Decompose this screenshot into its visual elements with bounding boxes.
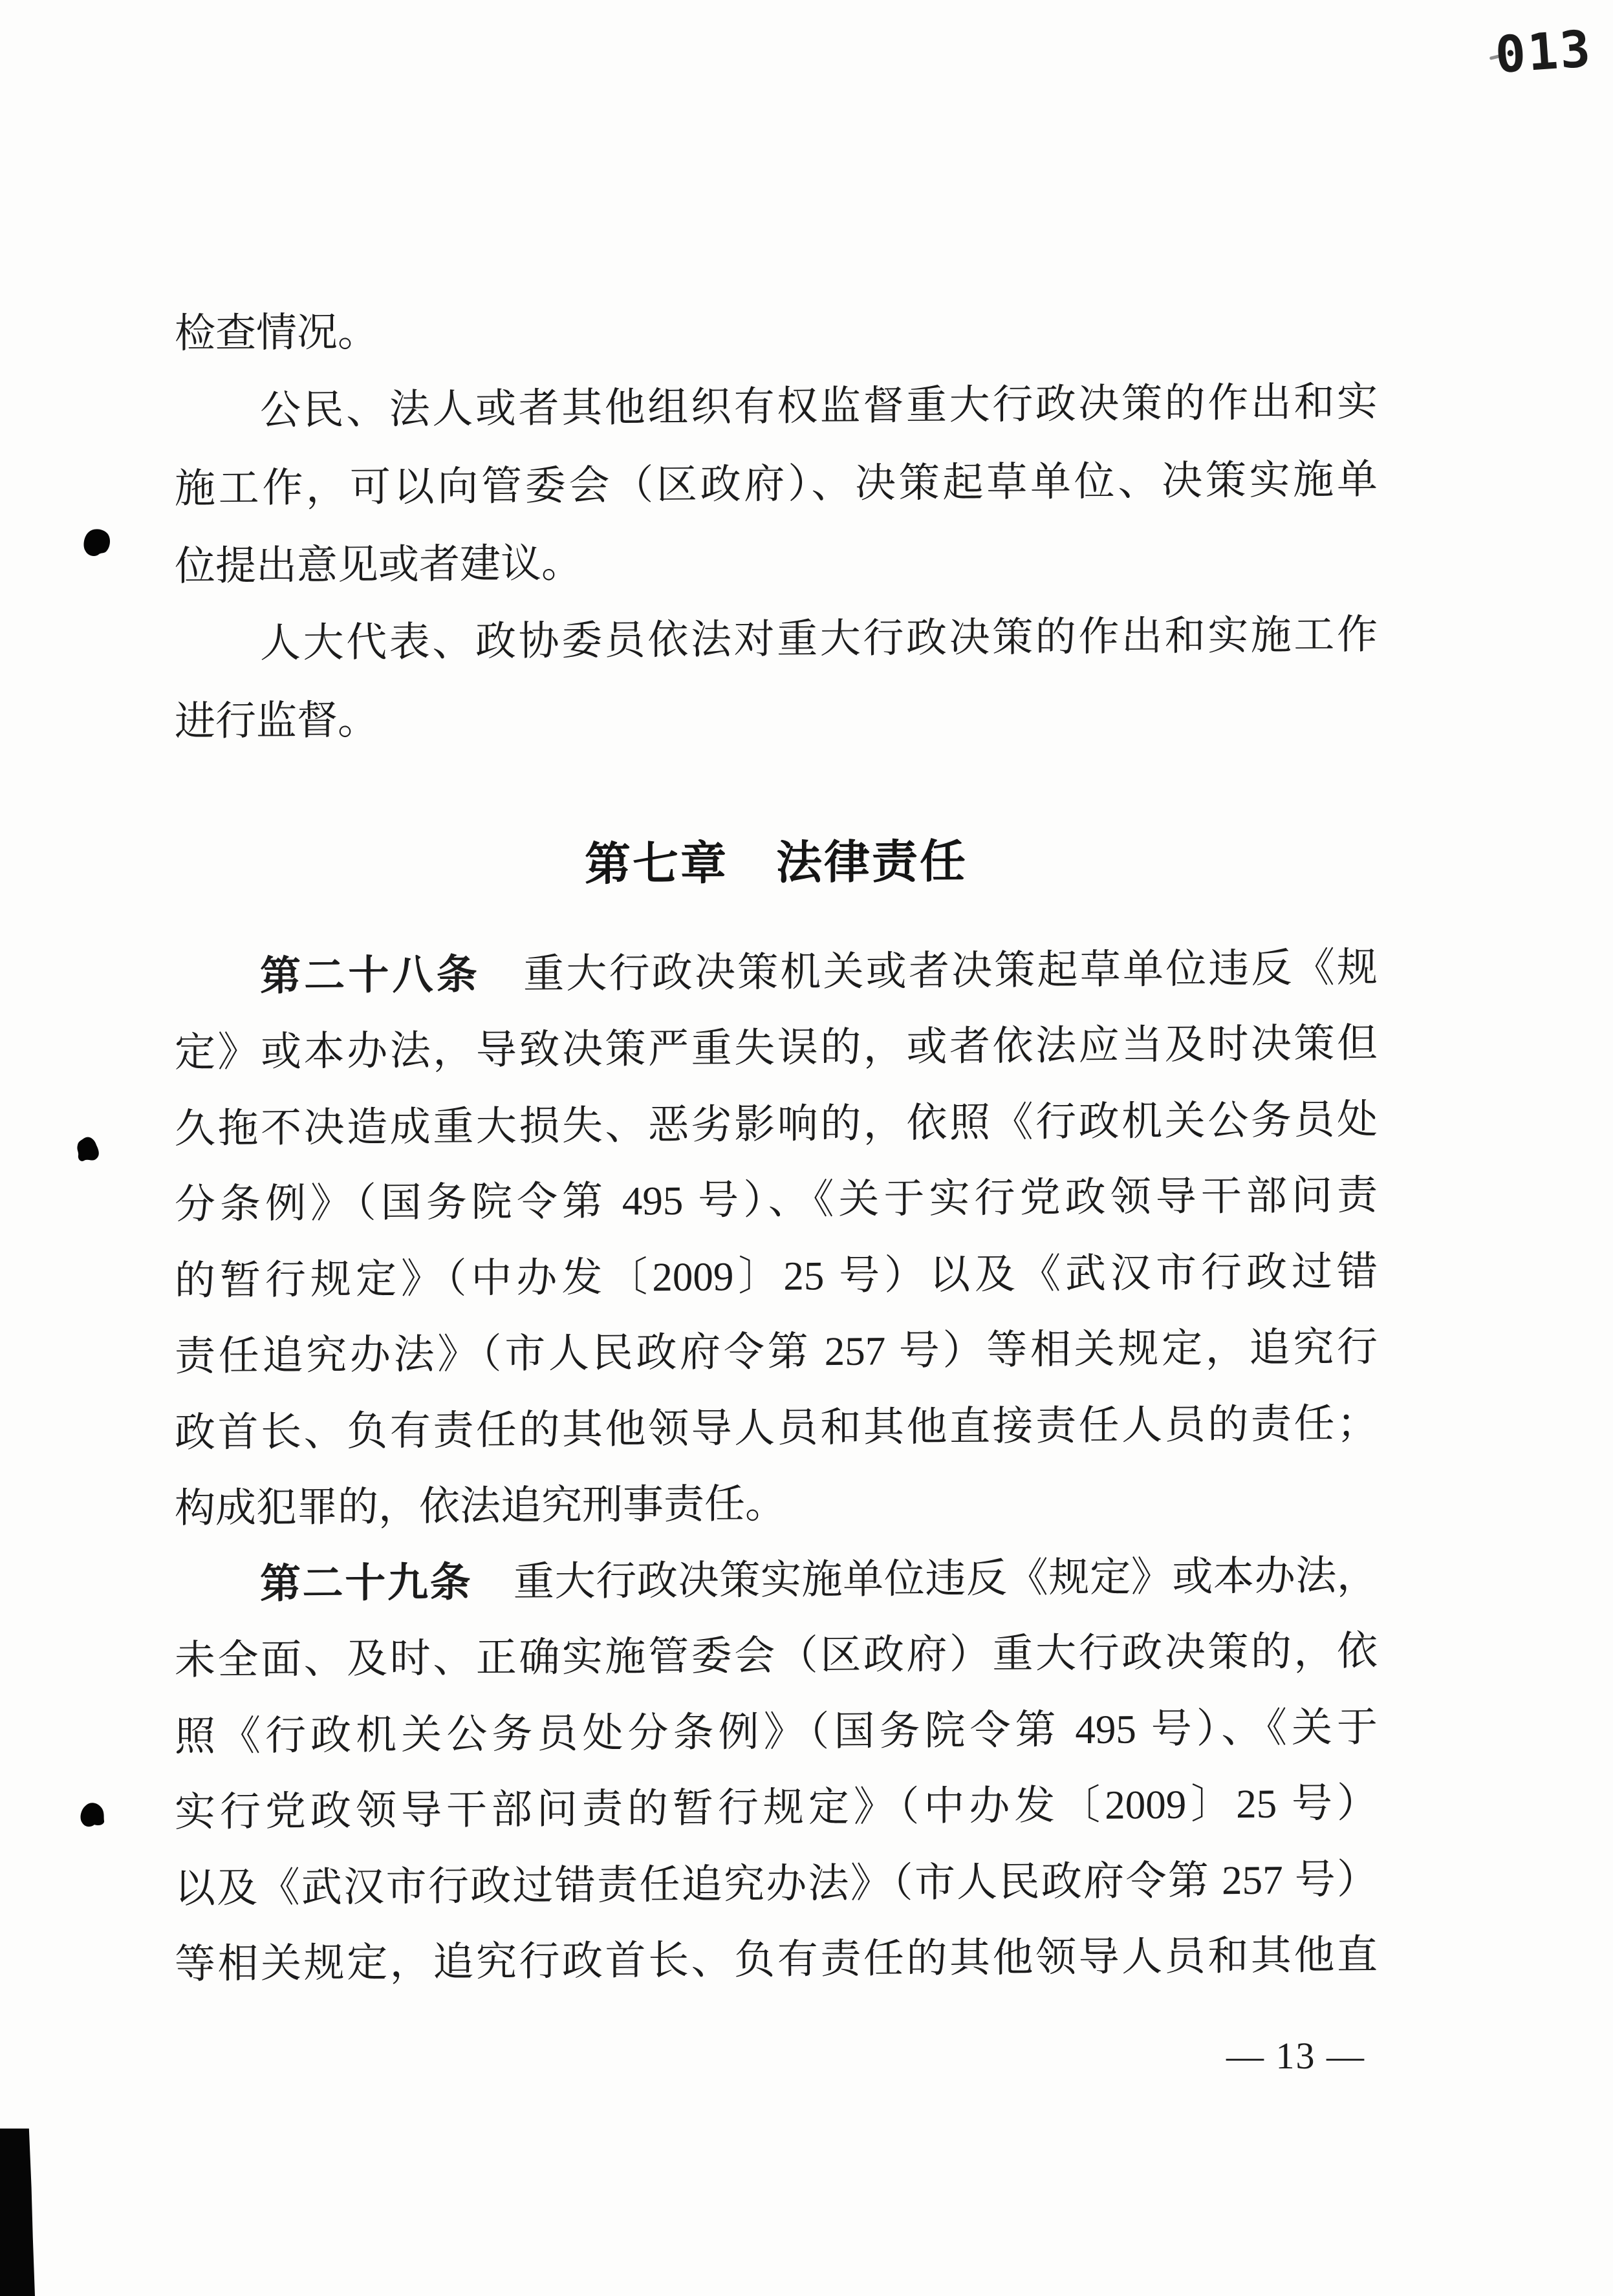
body-text-line: 进行监督。: [175, 697, 378, 744]
body-text-line: 人大代表、政协委员依法对重大行政决策的作出和实施工作: [260, 612, 1378, 666]
body-text-line: 责任追究办法》（市人民政府令第 257 号）等相关规定，追究行: [175, 1324, 1378, 1379]
body-text-line: 定》或本办法，导致决策严重失误的，或者依法应当及时决策但: [175, 1020, 1378, 1075]
body-text-line: 实行党政领导干部问责的暂行规定》（中办发〔2009〕25 号）: [175, 1780, 1378, 1835]
article-number-bold: 第二十九条: [260, 1560, 473, 1607]
body-text-line: 位提出意见或者建议。: [175, 541, 582, 589]
body-text-line: 分条例》（国务院令第 495 号）、《关于实行党政领导干部问责: [175, 1172, 1378, 1227]
body-text-line: 构成犯罪的，依法追究刑事责任。: [175, 1481, 786, 1531]
scan-edge-shadow: [0, 2129, 35, 2296]
page-footer: — 13 —: [1226, 2035, 1365, 2077]
article-number-bold: 第二十八条: [260, 952, 481, 999]
body-text-line: 公民、法人或者其他组织有权监督重大行政决策的作出和实: [260, 379, 1378, 433]
body-text-line: [175, 936, 1378, 1008]
body-text-line: 以及《武汉市行政过错责任追究办法》（市人民政府令第 257 号）: [175, 1856, 1378, 1911]
body-text-line: 等相关规定，追究行政首长、负有责任的其他领导人员和其他直: [175, 1932, 1378, 1987]
body-text-line: 久拖不决造成重大损失、恶劣影响的，依照《行政机关公务员处: [175, 1097, 1378, 1152]
page-number-stamp: 013: [1493, 19, 1594, 85]
chapter-heading: 第七章 法律责任: [584, 836, 968, 891]
body-text-line: 的暂行规定》（中办发〔2009〕25 号）以及《武汉市行政过错: [175, 1249, 1378, 1304]
ink-blob-icon: [81, 528, 111, 557]
document-body: [175, 0, 1378, 2296]
ink-blob-icon: [72, 1136, 102, 1164]
article-text: 重大行政决策实施单位违反《规定》或本办法，: [472, 1552, 1378, 1605]
body-text-line: [175, 1544, 1378, 1616]
body-text-line: 检查情况。: [175, 309, 378, 356]
ink-blob-icon: [76, 1801, 106, 1829]
article-text: 重大行政决策机关或者决策起草单位违反《规: [481, 945, 1378, 998]
body-text-line: 政首长、负有责任的其他领导人员和其他直接责任人员的责任；: [175, 1400, 1378, 1455]
body-text-line: 施工作，可以向管委会（区政府）、决策起草单位、决策实施单: [175, 456, 1378, 511]
body-text-line: 未全面、及时、正确实施管委会（区政府）重大行政决策的，依: [175, 1628, 1378, 1683]
body-text-line: 照《行政机关公务员处分条例》（国务院令第 495 号）、《关于: [175, 1704, 1378, 1759]
